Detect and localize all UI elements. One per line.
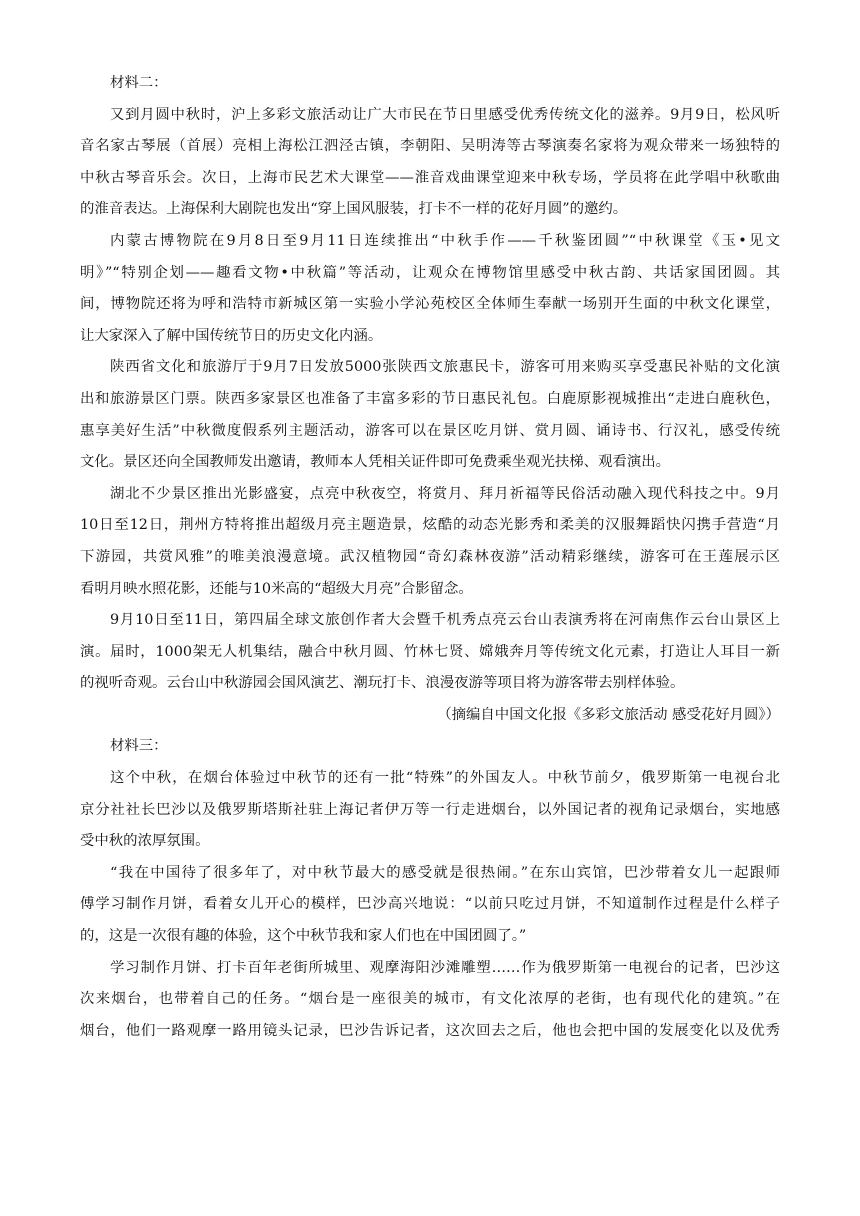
material-two-paragraph-3 [80, 352, 780, 478]
paragraph-line: 间，博物院还将为呼和浩特市新城区第一实验小学沁苑校区全体师生奉献一场别开生面的中秋文化课堂， [80, 296, 780, 313]
paragraph-line: 音名家古琴展（首展）亮相上海松江泗泾古镇，李朝阳、吴明涛等古琴演奏名家将为观众带来一场独特的 [80, 138, 780, 155]
paragraph-line: 出和旅游景区门票。陕西多家景区也准备了丰富多彩的节日惠民礼包。白鹿原影视城推出“走进白鹿秋色， [80, 390, 780, 407]
material-two-heading: 材料二： [110, 75, 168, 91]
paragraph-line: 又到月圆中秋时，沪上多彩文旅活动让广大市民在节日里感受优秀传统文化的滋养。9月9日，松风听 [110, 106, 780, 123]
material-two-paragraph-4 [80, 479, 780, 605]
paragraph-line: 内蒙古博物院在9月8日至9月11日连续推出“中秋手作——千秋鉴团圆”“中秋课堂《玉•见文 [110, 232, 780, 249]
paragraph-line: 京分社社长巴沙以及俄罗斯塔斯社驻上海记者伊万等一行走进烟台，以外国记者的视角记录烟台，实地感 [80, 801, 780, 818]
material-two-paragraph-2 [80, 226, 780, 352]
paragraph-line: 受中秋的浓厚氛围。 [80, 833, 210, 850]
paragraph-line: 傅学习制作月饼，看着女儿开心的模样，巴沙高兴地说：“以前只吃过月饼，不知道制作过程是什么样子 [80, 896, 780, 913]
material-two-paragraph-5 [80, 605, 780, 700]
material-three-paragraph-3 [80, 953, 780, 1048]
paragraph-line: 陕西省文化和旅游厅于9月7日发放5000张陕西文旅惠民卡，游客可用来购买享受惠民补贴的文化演 [110, 359, 780, 376]
paragraph-line: 次来烟台，也带着自己的任务。“烟台是一座很美的城市，有文化浓厚的老街，也有现代化的建筑。”在 [80, 991, 780, 1008]
paragraph-line: 看明月映水照花影，还能与10米高的“超级大月亮”合影留念。 [80, 580, 473, 597]
paragraph-line: 10日至12日，荆州方特将推出超级月亮主题造景，炫酷的动态光影秀和柔美的汉服舞蹈快闪携手营造“月 [80, 517, 780, 534]
material-three-paragraph-2 [80, 858, 780, 953]
paragraph-line: 的，这是一次很有趣的体验，这个中秋节我和家人们也在中国团圆了。” [80, 928, 527, 945]
paragraph-line: 惠享美好生活”中秋微度假系列主题活动，游客可以在景区吃月饼、赏月圆、诵诗书、行汉礼，感受传统 [80, 422, 780, 439]
material-three-paragraph-1 [80, 763, 780, 858]
material-three-heading: 材料三： [110, 738, 168, 755]
paragraph-line: 中秋古琴音乐会。次日，上海市民艺术大课堂——淮音戏曲课堂迎来中秋专场，学员将在此学唱中秋歌曲 [80, 169, 780, 186]
paragraph-line: 的淮音表达。上海保利大剧院也发出“穿上国风服装，打卡不一样的花好月圆”的邀约。 [80, 201, 628, 218]
material-two-paragraph-1 [80, 100, 780, 226]
paragraph-line: 烟台，他们一路观摩一路用镜头记录，巴沙告诉记者，这次回去之后，他也会把中国的发展变化以及优秀 [80, 1022, 780, 1039]
paragraph-line: 9月10日至11日，第四届全球文旅创作者大会暨千机秀点亮云台山表演秀将在河南焦作云台山景区上 [110, 612, 780, 629]
paragraph-line: 学习制作月饼、打卡百年老街所城里、观摩海阳沙滩雕塑……作为俄罗斯第一电视台的记者，巴沙这 [110, 959, 780, 976]
material-two-source: （摘编自中国文化报《多彩文旅活动 感受花好月圆》） [437, 706, 780, 723]
paragraph-line: 这个中秋，在烟台体验过中秋节的还有一批“特殊”的外国友人。中秋节前夕，俄罗斯第一电视台北 [110, 770, 780, 787]
paragraph-line: 下游园，共赏风雅”的唯美浪漫意境。武汉植物园“奇幻森林夜游”活动精彩继续，游客可在王莲展示区 [80, 548, 780, 565]
paragraph-line: “我在中国待了很多年了，对中秋节最大的感受就是很热闹。”在东山宾馆，巴沙带着女儿一起跟师 [110, 864, 780, 881]
paragraph-line: 让大家深入了解中国传统节日的历史文化内涵。 [80, 327, 383, 344]
paragraph-line: 明》”“特别企划——趣看文物•中秋篇”等活动，让观众在博物馆里感受中秋古韵、共话家国团圆。其 [80, 264, 780, 281]
paragraph-line: 演。届时，1000架无人机集结，融合中秋月圆、竹林七贤、嫦娥奔月等传统文化元素，打造让人耳目一新 [80, 643, 780, 660]
paragraph-line: 的视听奇观。云台山中秋游园会国风演艺、潮玩打卡、浪漫夜游等项目将为游客带去别样体验。 [80, 675, 685, 692]
paragraph-line: 湖北不少景区推出光影盛宴，点亮中秋夜空，将赏月、拜月祈福等民俗活动融入现代科技之中。9月 [110, 485, 780, 502]
paragraph-line: 文化。景区还向全国教师发出邀请，教师本人凭相关证件即可免费乘坐观光扶梯、观看演出。 [80, 454, 671, 471]
